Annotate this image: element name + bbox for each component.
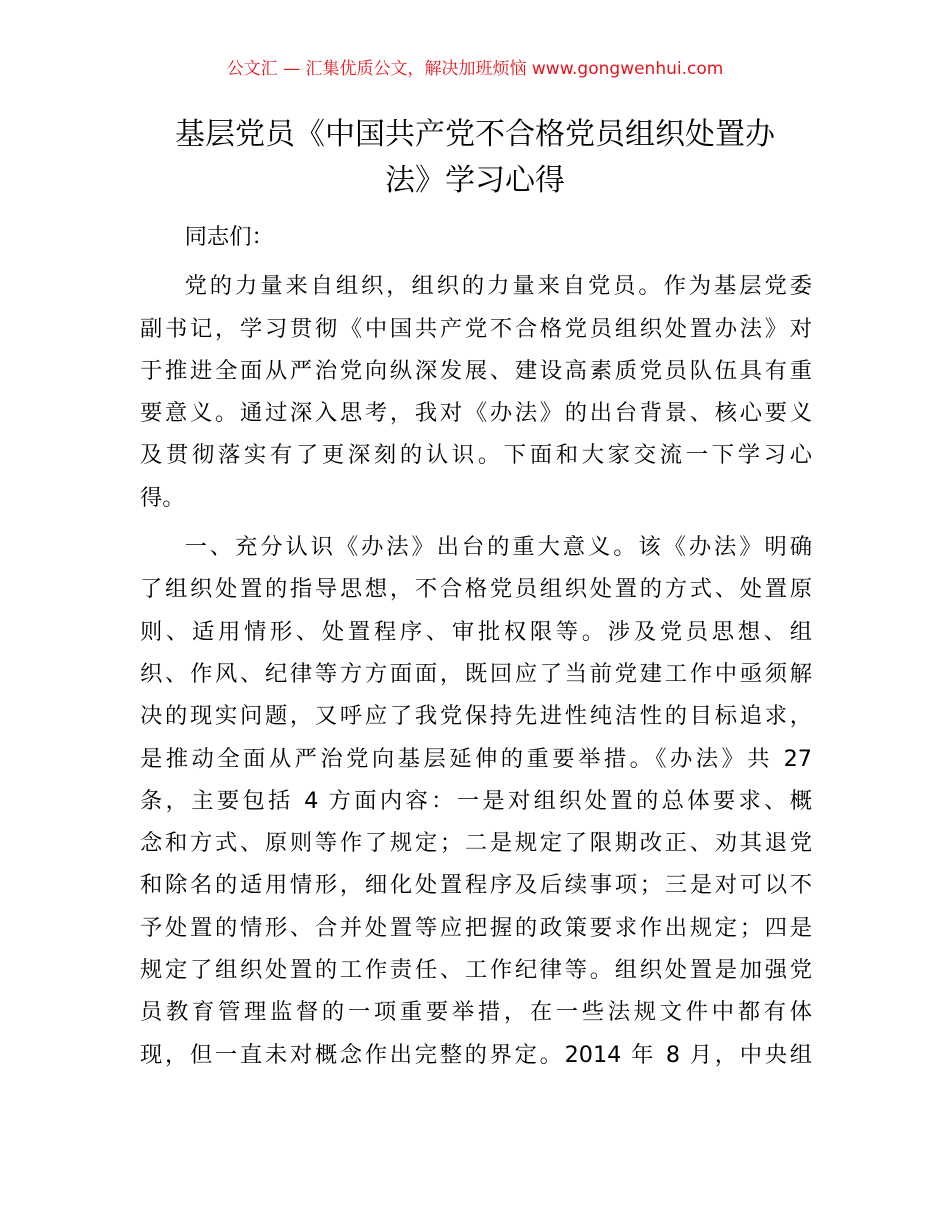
text-line: 于推进全面从严治党向纵深发展、建设高素质党员队伍具有重 bbox=[140, 357, 812, 384]
text-line: 则、适用情形、处置程序、审批权限等。涉及党员思想、组 bbox=[140, 618, 812, 645]
text-line: 要意义。通过深入思考，我对《办法》的出台背景、核心要义 bbox=[140, 400, 812, 427]
salutation-text: 同志们： bbox=[184, 224, 274, 250]
text-line: 织、作风、纪律等方方面面，既回应了当前党建工作中亟须解 bbox=[140, 660, 812, 687]
paragraph-intro bbox=[140, 265, 812, 519]
text-line: 得。 bbox=[140, 484, 185, 511]
title-line-1: 基层党员《中国共产党不合格党员组织处置办 bbox=[175, 117, 775, 152]
text-line: 是推动全面从严治党向基层延伸的重要举措。《办法》共 27 bbox=[140, 745, 812, 772]
text-line: 决的现实问题，又呼应了我党保持先进性纯洁性的目标追求， bbox=[140, 703, 812, 730]
text-line: 副书记，学习贯彻《中国共产党不合格党员组织处置办法》对 bbox=[140, 315, 812, 342]
text-line: 了组织处置的指导思想，不合格党员组织处置的方式、处置原 bbox=[140, 576, 812, 603]
text-line: 条，主要包括 4 方面内容：一是对组织处置的总体要求、概 bbox=[140, 787, 812, 814]
document-body bbox=[140, 216, 812, 1076]
document-title bbox=[140, 112, 810, 204]
text-line: 规定了组织处置的工作责任、工作纪律等。组织处置是加强党 bbox=[140, 957, 812, 984]
text-line: 及贯彻落实有了更深刻的认识。下面和大家交流一下学习心 bbox=[140, 442, 812, 469]
text-line: 念和方式、原则等作了规定；二是规定了限期改正、劝其退党 bbox=[140, 830, 812, 857]
text-line: 员教育管理监督的一项重要举措，在一些法规文件中都有体 bbox=[140, 999, 812, 1026]
salutation bbox=[140, 216, 812, 258]
text-line: 和除名的适用情形，细化处置程序及后续事项；三是对可以不 bbox=[140, 872, 812, 899]
site-banner bbox=[0, 57, 950, 81]
text-line: 予处置的情形、合并处置等应把握的政策要求作出规定；四是 bbox=[140, 914, 812, 941]
text-line: 现，但一直未对概念作出完整的界定。2014 年 8 月，中央组 bbox=[140, 1041, 812, 1068]
banner-text: 公文汇 — 汇集优质公文，解决加班烦恼 www.gongwenhui.com bbox=[226, 59, 724, 79]
title-line-2: 法》学习心得 bbox=[385, 163, 565, 198]
text-line: 党的力量来自组织，组织的力量来自党员。作为基层党委 bbox=[184, 273, 812, 300]
paragraph-section-one bbox=[140, 526, 812, 1076]
text-line: 一、充分认识《办法》出台的重大意义。该《办法》明确 bbox=[184, 534, 812, 561]
